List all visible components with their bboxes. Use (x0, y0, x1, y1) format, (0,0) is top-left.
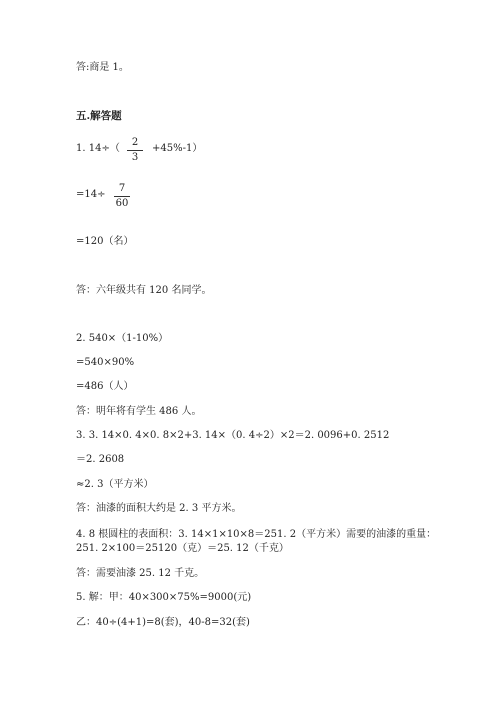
fraction-bar (127, 150, 143, 151)
problem-2-line-1: 2. 540×（1-10%） (76, 333, 169, 344)
problem-2-answer: 答：明年将有学生 486 人。 (76, 406, 202, 417)
problem-2-line-2: =540×90% (76, 357, 135, 368)
problem-1-line-1: 1. 14÷（ (76, 143, 120, 154)
fraction-numerator: 7 (118, 183, 126, 194)
fraction-bar (114, 196, 130, 197)
fraction-denominator: 3 (131, 152, 139, 163)
problem-3-line-1: 3. 3. 14×0. 4×0. 8×2+3. 14×（0. 4÷2）×2＝2. 0096+0. 2512 (76, 430, 390, 441)
fraction-2-3 (127, 137, 143, 164)
problem-3-line-3: ≈2. 3（平方米） (76, 479, 154, 490)
problem-1-line-1-tail: +45%-1） (152, 143, 203, 154)
problem-2-line-3: =486（人） (76, 381, 134, 392)
problem-5-line-2: 乙：40÷(4+1)=8(套)，40-8=32(套) (76, 617, 250, 628)
fraction-denominator: 60 (115, 198, 129, 209)
problem-4-line-1: 4. 8 根圆柱的表面积：3. 14×1×10×8＝251. 2（平方米）需要的油漆的重量： (76, 529, 437, 540)
fraction-7-60 (114, 183, 130, 210)
previous-answer: 答:商是 1。 (76, 62, 129, 73)
section-title: 五.解答题 (76, 110, 122, 122)
problem-1-line-3: =120（名） (76, 236, 134, 247)
problem-3-answer: 答：油漆的面积大约是 2. 3 平方米。 (76, 503, 242, 514)
fraction-numerator: 2 (131, 137, 139, 148)
problem-5-line-1: 5. 解：甲：40×300×75%=9000(元) (76, 592, 252, 603)
problem-4-line-2: 251. 2×100＝25120（克）＝25. 12（千克） (76, 543, 289, 554)
problem-1-answer: 答：六年级共有 120 名同学。 (76, 285, 212, 296)
problem-3-line-2: ＝2. 2608 (76, 454, 125, 465)
problem-4-answer: 答：需要油漆 25. 12 千克。 (76, 568, 205, 579)
problem-1-line-2: =14÷ (76, 189, 106, 200)
